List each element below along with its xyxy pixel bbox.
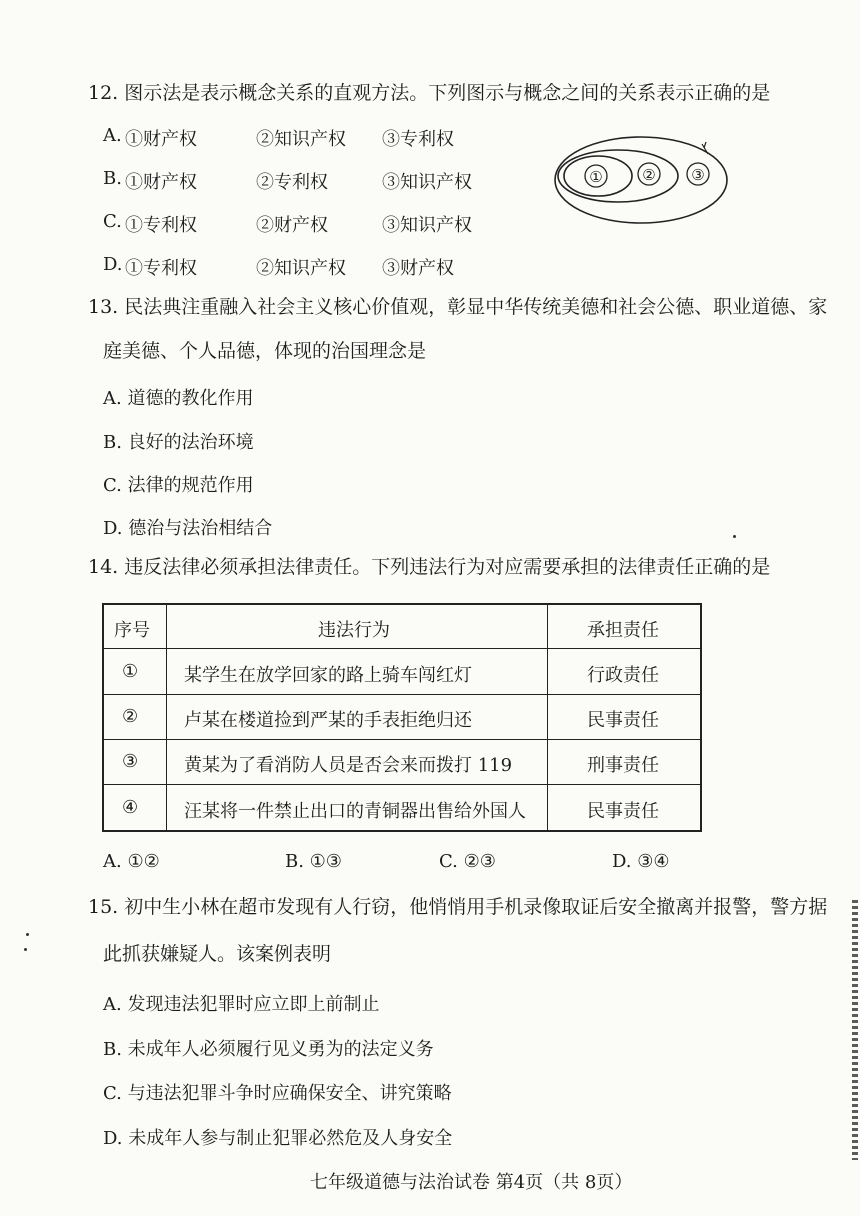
q14-stem: 14. 违反法律必须承担法律责任。下列违法行为对应需要承担的法律责任正确的是: [88, 556, 771, 578]
table-cell-index: ③: [122, 751, 139, 772]
q14-option-c: C. ②③: [439, 851, 496, 872]
page-footer: 七年级道德与法治试卷 第4页（共 8页）: [310, 1172, 633, 1193]
scan-speck: [733, 535, 736, 538]
q12-option-d-letter: D.: [103, 254, 123, 275]
scan-edge-mark: [852, 900, 858, 1160]
q12-option-b-3: ③知识产权: [382, 172, 472, 193]
q15-option-b: B. 未成年人必须履行见义勇为的法定义务: [103, 1039, 434, 1060]
table-cell-liability: 民事责任: [587, 710, 659, 731]
q13-option-b: B. 良好的法治环境: [103, 432, 254, 453]
table-rule: [102, 784, 702, 785]
table-header-behavior: 违法行为: [318, 620, 390, 641]
q13-stem-line1: 13. 民法典注重融入社会主义核心价值观，彰显中华传统美德和社会公德、职业道德、家: [88, 296, 828, 318]
q12-option-c-2: ②财产权: [256, 215, 328, 236]
table-cell-behavior: 汪某将一件禁止出口的青铜器出售给外国人: [184, 801, 526, 822]
table-header-liability: 承担责任: [587, 620, 659, 641]
q12-option-b-1: ①财产权: [125, 172, 197, 193]
table-cell-liability: 刑事责任: [587, 755, 659, 776]
diagram-label-1: ①: [589, 168, 603, 186]
diagram-label-2: ②: [642, 166, 656, 184]
scan-speck: [26, 933, 29, 936]
table-border-right: [700, 603, 702, 832]
q12-option-b-letter: B.: [103, 168, 122, 189]
q12-option-d-1: ①专利权: [125, 258, 197, 279]
q12-option-b-2: ②专利权: [256, 172, 328, 193]
diagram-label-3: ③: [691, 166, 705, 184]
table-rule: [102, 694, 702, 695]
q12-option-c-letter: C.: [103, 211, 122, 232]
pen-mark: [702, 142, 708, 154]
q13-option-d: D. 德治与法治相结合: [103, 518, 273, 539]
table-border-left: [102, 603, 104, 832]
q12-option-d-3: ③财产权: [382, 258, 454, 279]
table-col-rule: [547, 603, 548, 832]
q12-option-a-2: ②知识产权: [256, 129, 346, 150]
table-cell-behavior: 黄某为了看消防人员是否会来而拨打 119: [184, 755, 513, 776]
q12-option-c-1: ①专利权: [125, 215, 197, 236]
table-cell-behavior: 卢某在楼道捡到严某的手表拒绝归还: [184, 710, 472, 731]
q12-nested-ellipse-diagram: [552, 134, 732, 228]
q14-option-b: B. ①③: [285, 851, 342, 872]
q13-option-c: C. 法律的规范作用: [103, 475, 254, 496]
table-border-top: [102, 603, 702, 605]
table-cell-liability: 民事责任: [587, 801, 659, 822]
q12-option-a-letter: A.: [103, 125, 122, 146]
q15-option-c: C. 与违法犯罪斗争时应确保安全、讲究策略: [103, 1083, 452, 1104]
table-rule: [102, 648, 702, 649]
q15-option-a: A. 发现违法犯罪时应立即上前制止: [103, 994, 380, 1015]
scan-speck: [24, 948, 27, 951]
table-header-index: 序号: [114, 620, 150, 641]
q13-stem-line2: 庭美德、个人品德，体现的治国理念是: [103, 340, 427, 362]
q12-option-a-3: ③专利权: [382, 129, 454, 150]
q12-option-d-2: ②知识产权: [256, 258, 346, 279]
q15-option-d: D. 未成年人参与制止犯罪必然危及人身安全: [103, 1128, 453, 1149]
q13-option-a: A. 道德的教化作用: [103, 388, 254, 409]
table-col-rule: [166, 603, 167, 832]
table-cell-index: ①: [122, 661, 139, 682]
q12-option-c-3: ③知识产权: [382, 215, 472, 236]
q15-stem-line1: 15. 初中生小林在超市发现有人行窃，他悄悄用手机录像取证后安全撤离并报警，警方据: [88, 896, 828, 918]
q15-stem-line2: 此抓获嫌疑人。该案例表明: [103, 943, 332, 965]
q12-stem: 12. 图示法是表示概念关系的直观方法。下列图示与概念之间的关系表示正确的是: [88, 82, 771, 104]
table-rule: [102, 739, 702, 740]
table-border-bottom: [102, 830, 702, 832]
q14-option-d: D. ③④: [612, 851, 670, 872]
table-cell-index: ②: [122, 706, 139, 727]
table-cell-liability: 行政责任: [587, 665, 659, 686]
q14-option-a: A. ①②: [103, 851, 160, 872]
table-cell-behavior: 某学生在放学回家的路上骑车闯红灯: [184, 665, 472, 686]
table-cell-index: ④: [122, 797, 139, 818]
q12-option-a-1: ①财产权: [125, 129, 197, 150]
